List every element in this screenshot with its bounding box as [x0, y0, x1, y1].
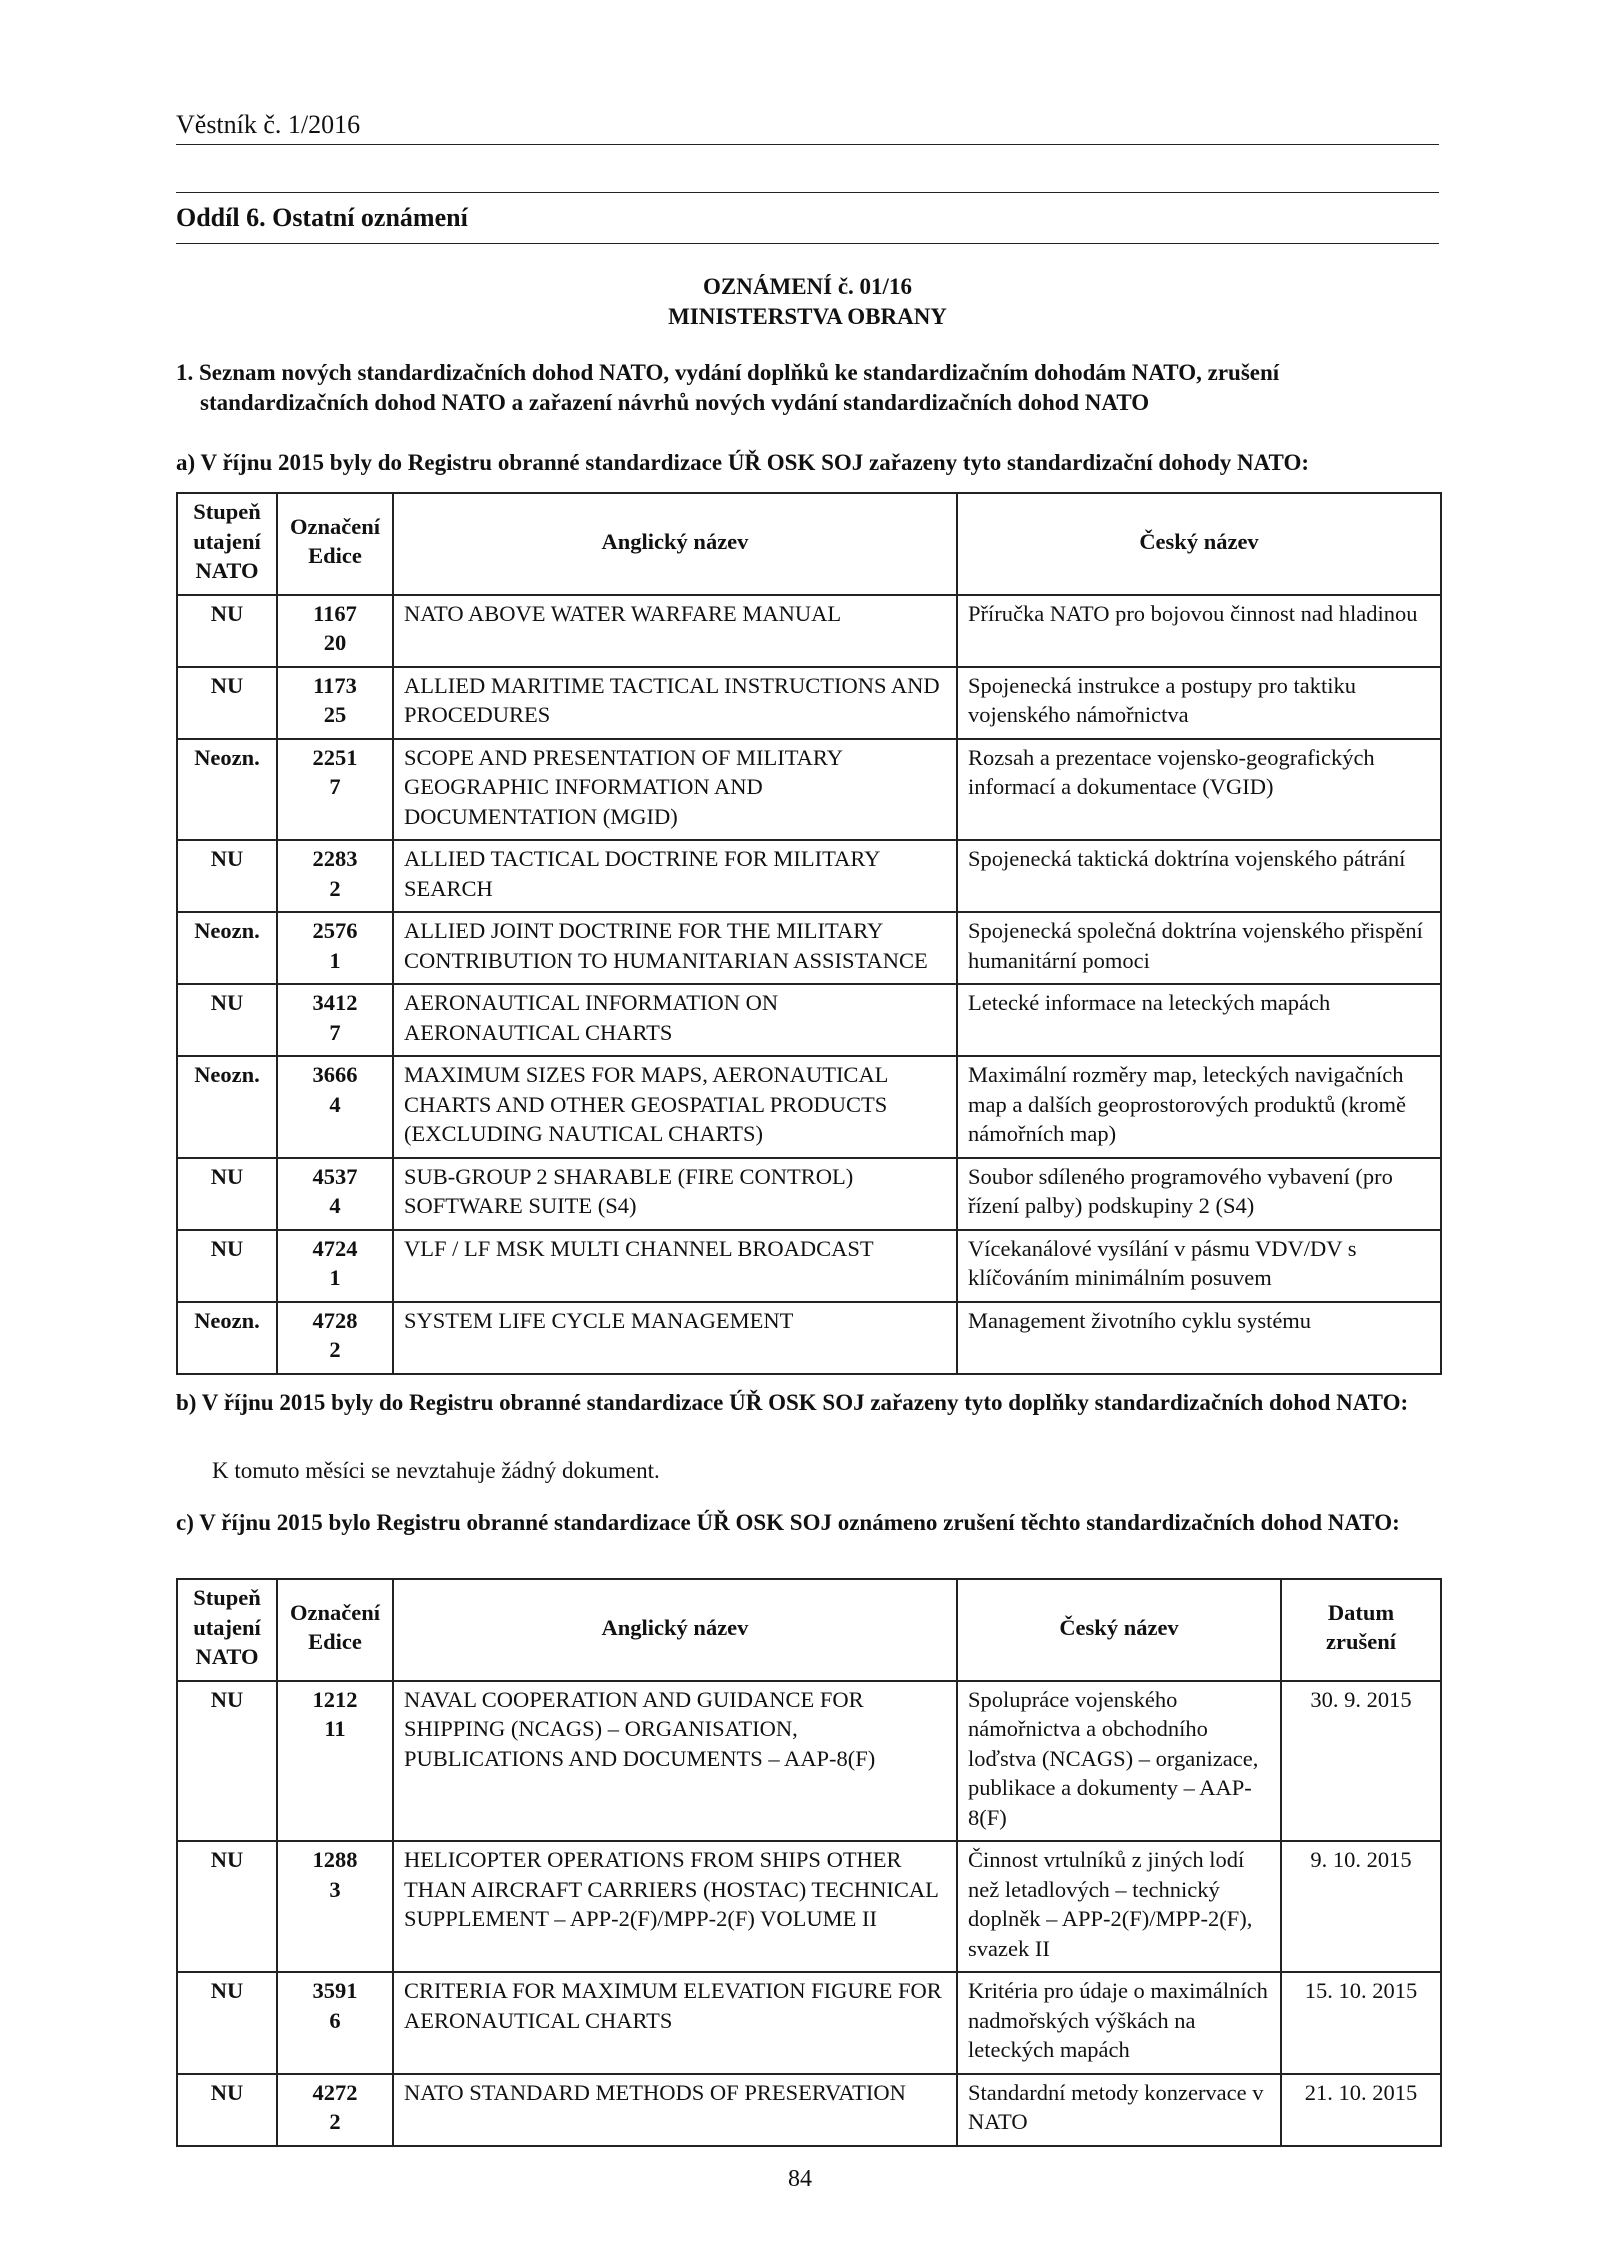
table-row [177, 1056, 1441, 1158]
code-edition-cell [277, 912, 393, 984]
intro-number: 1. [176, 360, 194, 385]
stanag-number: 3591 [312, 1978, 358, 2003]
edition-number: 6 [329, 2007, 341, 2033]
edition-number: 2 [329, 1337, 341, 1362]
level-cell: Neozn. [177, 1302, 277, 1374]
table-row [177, 1681, 1441, 1842]
code-edition-cell [277, 840, 393, 912]
stanag-number: 4728 [312, 1307, 358, 1333]
stanag-number: 2576 [312, 918, 358, 943]
czech-title-cell: Letecké informace na leteckých mapách [957, 984, 1441, 1056]
part-c-heading [176, 1508, 1439, 1538]
edition-number: 20 [323, 630, 347, 655]
czech-title-cell: Spojenecká taktická doktrína vojenského pátrání [957, 840, 1441, 912]
english-title-cell: SUB-GROUP 2 SHARABLE (FIRE CONTROL) SOFTWARE SUITE (S4) [393, 1158, 957, 1230]
table-row [177, 984, 1441, 1056]
stanag-number: 1288 [312, 1847, 358, 1872]
code-edition-cell [277, 1158, 393, 1230]
journal-title: Věstník č. 1/2016 [176, 110, 361, 139]
part-c-text: c) V říjnu 2015 bylo Registru obranné standardizace ÚŘ OSK SOJ oznámeno zrušení těchto standardizačních dohod NATO: [176, 1510, 1400, 1535]
edition-number: 11 [324, 1716, 346, 1741]
level-cell: NU [177, 984, 277, 1056]
section-title: Oddíl 6. Ostatní oznámení [176, 203, 468, 232]
english-title-cell: HELICOPTER OPERATIONS FROM SHIPS OTHER THAN AIRCRAFT CARRIERS (HOSTAC) TECHNICAL SUPPLEMENT – APP-2(F)/MPP-2(F) VOLUME II [393, 1841, 957, 1972]
cancelled-agreements-body [177, 1681, 1441, 2146]
edition-number: 1 [329, 947, 341, 973]
czech-title-cell: Soubor sdíleného programového vybavení (pro řízení palby) podskupiny 2 (S4) [957, 1158, 1441, 1230]
header-code: Označení Edice [277, 493, 393, 595]
table-row [177, 1230, 1441, 1302]
edition-number: 4 [329, 1091, 341, 1117]
edition-number: 2 [329, 875, 341, 901]
cancelled-agreements-table [176, 1578, 1442, 2147]
edition-number: 7 [329, 774, 341, 799]
stanag-number: 4537 [312, 1163, 358, 1189]
part-b-heading [176, 1388, 1439, 1418]
english-title-cell: ALLIED TACTICAL DOCTRINE FOR MILITARY SEARCH [393, 840, 957, 912]
part-b-text: b) V říjnu 2015 byly do Registru obranné standardizace ÚŘ OSK SOJ zařazeny tyto doplňky standardizačních dohod NATO: [176, 1390, 1409, 1415]
english-title-cell: AERONAUTICAL INFORMATION ON AERONAUTICAL CHARTS [393, 984, 957, 1056]
code-edition-cell [277, 1230, 393, 1302]
edition-number: 1 [329, 1265, 341, 1290]
czech-title-cell: Kritéria pro údaje o maximálních nadmořských výškách na leteckých mapách [957, 1972, 1281, 2074]
table-header-row [177, 493, 1441, 595]
part-a-heading [176, 448, 1439, 478]
part-b-note: K tomuto měsíci se nevztahuje žádný dokument. [212, 1458, 660, 1483]
level-cell: NU [177, 840, 277, 912]
header-english: Anglický název [393, 493, 957, 595]
edition-number: 3 [329, 1876, 341, 1902]
english-title-cell: SCOPE AND PRESENTATION OF MILITARY GEOGRAPHIC INFORMATION AND DOCUMENTATION (MGID) [393, 739, 957, 841]
cancel-date-cell: 21. 10. 2015 [1281, 2074, 1441, 2146]
code-edition-cell [277, 595, 393, 667]
stanag-number: 1167 [313, 600, 357, 626]
code-edition-cell [277, 1972, 393, 2074]
level-cell: Neozn. [177, 739, 277, 841]
czech-title-cell: Příručka NATO pro bojovou činnost nad hladinou [957, 595, 1441, 667]
new-agreements-body [177, 595, 1441, 1374]
english-title-cell: ALLIED MARITIME TACTICAL INSTRUCTIONS AND PROCEDURES [393, 667, 957, 739]
table-row [177, 739, 1441, 841]
level-cell: Neozn. [177, 912, 277, 984]
table-header-row [177, 1579, 1441, 1681]
stanag-number: 2283 [312, 846, 358, 871]
edition-number: 4 [329, 1193, 341, 1218]
level-cell: NU [177, 1230, 277, 1302]
stanag-number: 4272 [312, 2079, 358, 2105]
table-row [177, 1158, 1441, 1230]
header-level: Stupeň utajení NATO [177, 493, 277, 595]
czech-title-cell: Management životního cyklu systému [957, 1302, 1441, 1374]
code-edition-cell [277, 1841, 393, 1972]
stanag-number: 2251 [312, 744, 358, 770]
edition-number: 2 [329, 2109, 341, 2134]
intro-line1: Seznam nových standardizačních dohod NATO, vydání doplňků ke standardizačním dohodám NATO, zrušení [199, 360, 1280, 385]
czech-title-cell: Standardní metody konzervace v NATO [957, 2074, 1281, 2146]
english-title-cell: NAVAL COOPERATION AND GUIDANCE FOR SHIPPING (NCAGS) – ORGANISATION, PUBLICATIONS AND DOCUMENTS – AAP-8(F) [393, 1681, 957, 1842]
table-row [177, 595, 1441, 667]
level-cell: NU [177, 2074, 277, 2146]
intro-paragraph [176, 358, 1439, 418]
stanag-number: 4724 [312, 1235, 358, 1261]
cancel-date-cell: 15. 10. 2015 [1281, 1972, 1441, 2074]
edition-number: 7 [329, 1019, 341, 1045]
level-cell: NU [177, 1841, 277, 1972]
journal-header [176, 110, 1439, 145]
level-cell: NU [177, 1158, 277, 1230]
level-cell: Neozn. [177, 1056, 277, 1158]
stanag-number: 3666 [312, 1062, 358, 1087]
english-title-cell: SYSTEM LIFE CYCLE MANAGEMENT [393, 1302, 957, 1374]
new-agreements-table [176, 492, 1442, 1375]
code-edition-cell [277, 1681, 393, 1842]
code-edition-cell [277, 2074, 393, 2146]
table-row [177, 840, 1441, 912]
header-level: Stupeň utajení NATO [177, 1579, 277, 1681]
english-title-cell: MAXIMUM SIZES FOR MAPS, AERONAUTICAL CHARTS AND OTHER GEOSPATIAL PRODUCTS (EXCLUDING NAUTICAL CHARTS) [393, 1056, 957, 1158]
header-code: Označení Edice [277, 1579, 393, 1681]
header-english: Anglický název [393, 1579, 957, 1681]
czech-title-cell: Činnost vrtulníků z jiných lodí než letadlových – technický doplněk – APP-2(F)/MPP-2(F), svazek II [957, 1841, 1281, 1972]
level-cell: NU [177, 595, 277, 667]
code-edition-cell [277, 1302, 393, 1374]
czech-title-cell: Spolupráce vojenského námořnictva a obchodního loďstva (NCAGS) – organizace, publikace a dokumenty – AAP-8(F) [957, 1681, 1281, 1842]
code-edition-cell [277, 984, 393, 1056]
edition-number: 25 [323, 702, 347, 727]
header-date: Datum zrušení [1281, 1579, 1441, 1681]
header-czech: Český název [957, 1579, 1281, 1681]
level-cell: NU [177, 1681, 277, 1842]
cancel-date-cell: 9. 10. 2015 [1281, 1841, 1441, 1972]
intro-line2: standardizačních dohod NATO a zařazení návrhů nových vydání standardizačních dohod NATO [200, 390, 1150, 415]
czech-title-cell: Spojenecká instrukce a postupy pro taktiku vojenského námořnictva [957, 667, 1441, 739]
notice-title-line2: MINISTERSTVA OBRANY [668, 304, 947, 329]
notice-title-line1: OZNÁMENÍ č. 01/16 [703, 274, 912, 299]
code-edition-cell [277, 739, 393, 841]
cancel-date-cell: 30. 9. 2015 [1281, 1681, 1441, 1842]
table-row [177, 667, 1441, 739]
header-czech: Český název [957, 493, 1441, 595]
table-row [177, 912, 1441, 984]
page-number: 84 [788, 2166, 812, 2192]
czech-title-cell: Vícekanálové vysílání v pásmu VDV/DV s klíčováním minimálním posuvem [957, 1230, 1441, 1302]
stanag-number: 3412 [312, 990, 358, 1015]
level-cell: NU [177, 667, 277, 739]
english-title-cell: ALLIED JOINT DOCTRINE FOR THE MILITARY CONTRIBUTION TO HUMANITARIAN ASSISTANCE [393, 912, 957, 984]
english-title-cell: NATO ABOVE WATER WARFARE MANUAL [393, 595, 957, 667]
table-row [177, 1841, 1441, 1972]
czech-title-cell: Maximální rozměry map, leteckých navigačních map a dalších geoprostorových produktů (kromě námořních map) [957, 1056, 1441, 1158]
english-title-cell: VLF / LF MSK MULTI CHANNEL BROADCAST [393, 1230, 957, 1302]
code-edition-cell [277, 1056, 393, 1158]
czech-title-cell: Spojenecká společná doktrína vojenského přispění humanitární pomoci [957, 912, 1441, 984]
english-title-cell: CRITERIA FOR MAXIMUM ELEVATION FIGURE FOR AERONAUTICAL CHARTS [393, 1972, 957, 2074]
notice-title [176, 272, 1439, 332]
code-edition-cell [277, 667, 393, 739]
section-heading [176, 192, 1439, 244]
stanag-number: 1212 [312, 1686, 358, 1712]
stanag-number: 1173 [313, 672, 357, 698]
level-cell: NU [177, 1972, 277, 2074]
table-row [177, 1972, 1441, 2074]
table-row [177, 1302, 1441, 1374]
table-row [177, 2074, 1441, 2146]
part-a-text: a) V říjnu 2015 byly do Registru obranné standardizace ÚŘ OSK SOJ zařazeny tyto standardizační dohody NATO: [176, 450, 1310, 475]
english-title-cell: NATO STANDARD METHODS OF PRESERVATION [393, 2074, 957, 2146]
czech-title-cell: Rozsah a prezentace vojensko-geografických informací a dokumentace (VGID) [957, 739, 1441, 841]
